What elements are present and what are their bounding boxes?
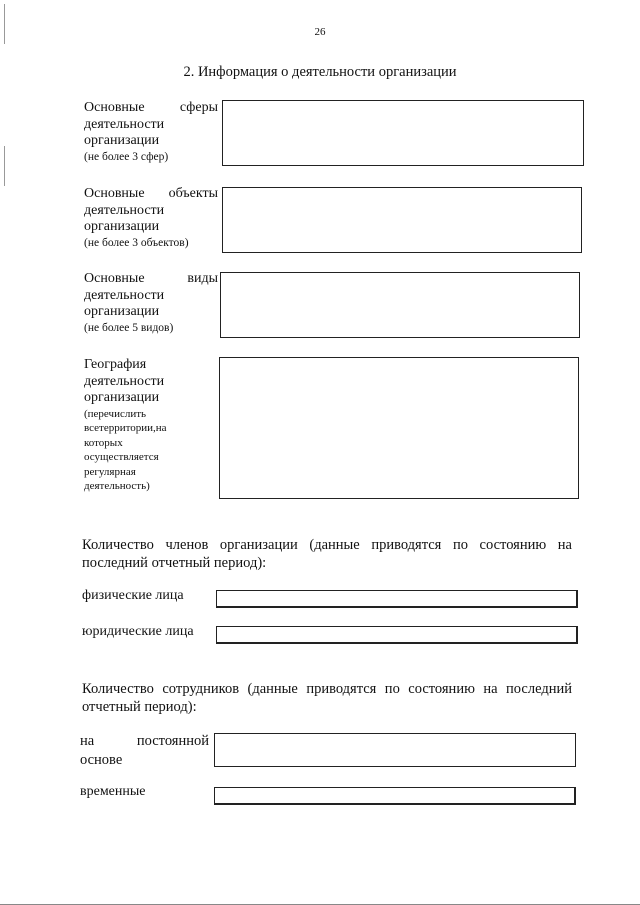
spheres-label-line3: организации	[84, 133, 160, 148]
objects-label-line1	[84, 186, 218, 203]
geography-note-word-on: на	[155, 422, 167, 434]
types-label-word2: виды	[187, 271, 218, 286]
geography-note-line6: деятельность)	[84, 480, 150, 492]
types-label-word1: Основные	[84, 271, 145, 286]
types-label-line1	[84, 271, 218, 288]
geography-note-line4: осуществляется	[84, 451, 159, 463]
margin-mark-top	[4, 4, 5, 44]
spheres-label-word2: сферы	[179, 100, 218, 115]
individuals-input[interactable]	[216, 590, 578, 608]
permanent-label-line2: основе	[80, 752, 123, 768]
temporary-input[interactable]	[214, 787, 576, 805]
spheres-label	[84, 100, 218, 165]
geography-label-line2: деятельности	[84, 373, 165, 389]
spheres-label-line2: деятельности	[84, 116, 165, 132]
geography-note-line1: (перечислить	[84, 407, 147, 420]
objects-label-word2: объекты	[168, 186, 218, 201]
permanent-label-line1	[80, 732, 209, 751]
geography-label	[84, 357, 216, 494]
types-input[interactable]	[220, 272, 580, 338]
objects-label-line2: деятельности	[84, 202, 165, 218]
objects-note: (не более 3 объектов)	[84, 236, 189, 249]
objects-label	[84, 186, 218, 251]
permanent-input[interactable]	[214, 733, 576, 767]
geography-note-line5: регулярная	[84, 465, 136, 478]
types-label-line2: деятельности	[84, 287, 165, 303]
types-label-line3: организации	[84, 304, 160, 319]
spheres-input[interactable]	[222, 100, 584, 166]
objects-label-word1: Основные	[84, 186, 145, 201]
employees-intro: Количество сотрудников (данные приводятся по состоянию на последний отчетный период):	[82, 681, 572, 715]
legal-entities-label: юридические лица	[82, 624, 194, 639]
objects-label-line3: организации	[84, 219, 160, 234]
members-intro: Количество членов организации (данные приводятся по состоянию на последний отчетный период):	[82, 537, 572, 571]
legal-entities-input[interactable]	[216, 626, 578, 644]
geography-note-word-all: все	[84, 422, 100, 434]
page-number: 26	[314, 26, 326, 38]
types-note: (не более 5 видов)	[84, 321, 174, 334]
objects-input[interactable]	[222, 187, 582, 253]
temporary-label: временные	[80, 784, 146, 799]
types-label	[84, 271, 218, 336]
permanent-label	[80, 732, 209, 770]
geography-input[interactable]	[219, 357, 579, 499]
individuals-label: физические лица	[82, 588, 184, 603]
geography-note-line2	[84, 421, 216, 436]
geography-note-word-territories: территории,	[99, 422, 156, 434]
geography-label-line1: География	[84, 357, 147, 372]
permanent-label-word-permanent: постоянной	[136, 733, 209, 749]
section-title: 2. Информация о деятельности организации	[183, 64, 457, 80]
permanent-label-word-on: на	[80, 733, 95, 749]
margin-mark-middle	[4, 146, 5, 186]
spheres-label-line1	[84, 100, 218, 117]
spheres-note: (не более 3 сфер)	[84, 150, 169, 163]
geography-label-line3: организации	[84, 390, 160, 405]
geography-note-line3: которых	[84, 436, 123, 449]
spheres-label-word1: Основные	[84, 100, 145, 115]
